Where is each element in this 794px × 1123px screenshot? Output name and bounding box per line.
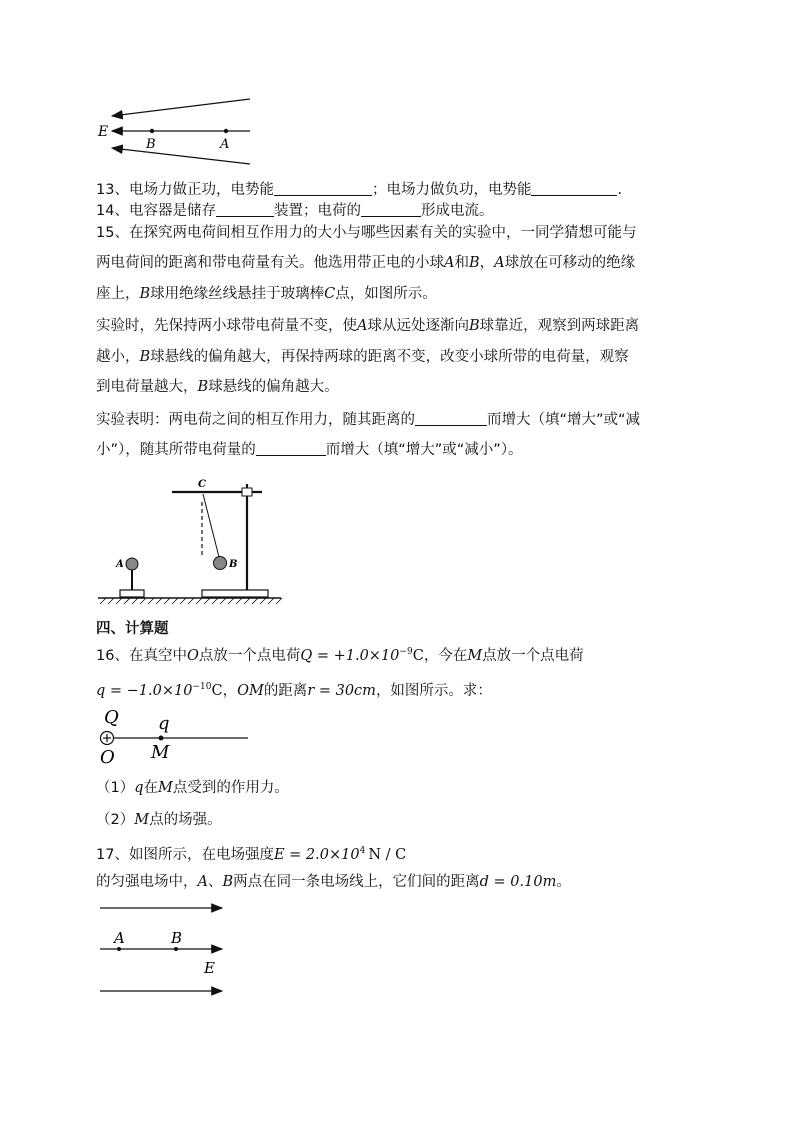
stand-a-base bbox=[120, 590, 144, 597]
question-14: 14、电容器是储存 装置；电荷的 形成电流。 bbox=[96, 203, 494, 219]
question-15-line-8: 小”），随其所带电荷量的 而增大（填“增大”或“减小”）。 bbox=[96, 442, 523, 458]
figure-uniform-field bbox=[96, 898, 236, 998]
question-15-line-4: 实验时，先保持两小球带电荷量不变，使A球从远处逐渐向B球靠近，观察到两球距离 bbox=[96, 318, 640, 334]
answer-blank-13b[interactable] bbox=[531, 181, 617, 196]
upper-field-line bbox=[112, 99, 250, 116]
section-heading-calculation: 四、计算题 bbox=[96, 621, 169, 637]
label-ball-b: B bbox=[229, 559, 238, 570]
question-15-line-2: 两电荷间的距离和带电荷量有关。他选用带正电的小球A和B，A球放在可移动的绝缘 bbox=[96, 255, 636, 271]
question-17-line-1: 17、如图所示，在电场强度$E = 2.0\times 10^4$ N / C bbox=[96, 846, 407, 863]
ball-a bbox=[126, 558, 138, 570]
question-15-line-5: 越小，B球悬线的偏角越大，再保持两球的距离不变，改变小球所带的电荷量，观察 bbox=[96, 349, 629, 365]
label-M: M bbox=[151, 742, 170, 763]
label-e: E bbox=[98, 124, 109, 140]
label-ball-a: A bbox=[116, 559, 124, 570]
label-a: A bbox=[220, 137, 230, 152]
point-a-dot bbox=[117, 947, 121, 951]
question-16-sub-1: （1）q在M点受到的作用力。 bbox=[96, 780, 289, 796]
question-13: 13、电场力做正功，电势能 ；电场力做负功，电势能 . bbox=[96, 182, 623, 198]
question-17-line-2: 的匀强电场中，A、B两点在同一条电场线上，它们间的距离d = 0.10m。 bbox=[96, 874, 571, 890]
label-Q: Q bbox=[104, 707, 119, 728]
question-15-line-7: 实验表明：两电荷之间的相互作用力，随其距离的 而增大（填“增大”或“减 bbox=[96, 412, 641, 428]
label-b: B bbox=[171, 929, 183, 947]
question-15-line-3: 座上，B球用绝缘丝线悬挂于玻璃棒C点，如图所示。 bbox=[96, 286, 437, 302]
question-15-line-1: 15、在探究两电荷间相互作用力的大小与哪些因素有关的实验中，一同学猜想可能与 bbox=[96, 225, 637, 241]
question-15-line-6: 到电荷量越大，B球悬线的偏角越大。 bbox=[96, 379, 339, 395]
question-16-line-2: $q = -1.0\times 10^{-10}C$，OM的距离r = 30cm，如图所示。求： bbox=[96, 682, 492, 699]
figure-coulomb-apparatus bbox=[96, 470, 286, 606]
answer-blank-13a[interactable] bbox=[274, 181, 372, 196]
point-a-dot bbox=[224, 129, 228, 133]
clamp bbox=[242, 488, 252, 496]
ground-hatching bbox=[100, 598, 282, 604]
question-16-sub-2: （2）M点的场强。 bbox=[96, 812, 222, 828]
label-b: B bbox=[146, 137, 156, 152]
question-16-line-1: 16、在真空中O点放一个点电荷$Q = +1.0\times 10^{-9}C$，今在M点放一个点电荷 bbox=[96, 647, 584, 664]
answer-blank-14a[interactable] bbox=[216, 202, 274, 217]
stand-right-base bbox=[202, 590, 268, 597]
point-b-dot bbox=[150, 129, 154, 133]
label-e: E bbox=[204, 959, 215, 977]
label-c: C bbox=[198, 479, 206, 490]
suspension-thread bbox=[203, 494, 219, 557]
label-O: O bbox=[100, 747, 115, 765]
answer-blank-15b[interactable] bbox=[256, 441, 326, 456]
point-m-dot bbox=[159, 736, 164, 741]
figure-field-lines-e-b-a bbox=[90, 92, 260, 172]
answer-blank-14b[interactable] bbox=[361, 202, 421, 217]
label-q: q bbox=[158, 713, 170, 734]
label-a: A bbox=[114, 929, 125, 947]
ball-b bbox=[214, 557, 227, 570]
answer-blank-15a[interactable] bbox=[415, 411, 487, 426]
figure-charge-line-o-m bbox=[94, 703, 254, 765]
point-b-dot bbox=[174, 947, 178, 951]
